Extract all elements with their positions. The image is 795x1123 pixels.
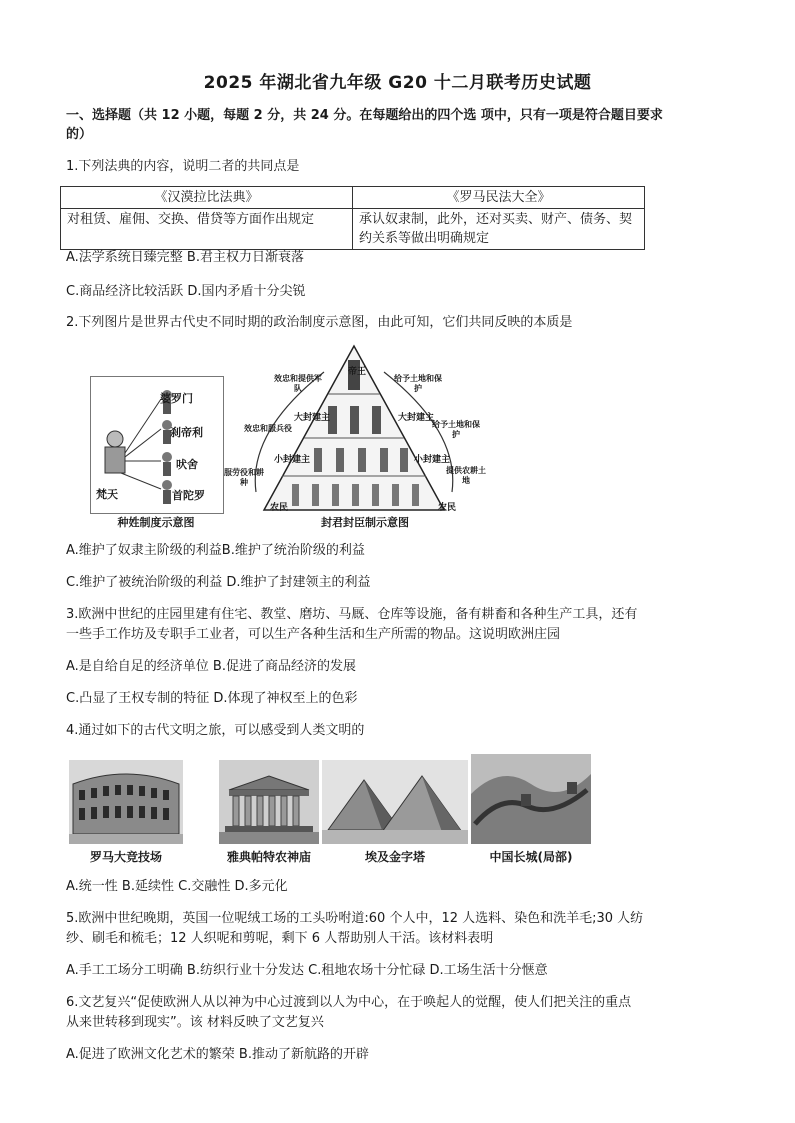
table-cell-roman: 承认奴隶制，此外，还对买卖、财产、债务、契约关系等做出明确规定 [353, 209, 645, 250]
q5-stem: 5.欧洲中世纪晚期，英国一位呢绒工场的工头吩咐道:60 个人中，12 人选料、染色和洗羊毛;30 人纺 [66, 911, 644, 926]
note-land-protection-top: 给予土地和保护 [394, 374, 442, 393]
q3-stem: 3.欧洲中世纪的庄园里建有住宅、教堂、磨坊、马厩、仓库等设施，备有耕畜和各种生产工具，还有 [66, 607, 638, 622]
q4-stem: 4.通过如下的古代文明之旅，可以感受到人类文明的 [66, 723, 365, 738]
q6-stem: 6.文艺复兴“促使欧洲人从以神为中心过渡到以人为中心，在于唤起人的觉醒，使人们把关注的重点 [66, 995, 632, 1010]
q1-options-cd: C.商品经济比较活跃 D.国内矛盾十分尖锐 [66, 284, 306, 299]
note-provide-land: 提供农耕土地 [446, 466, 486, 485]
page-title: 2025 年湖北省九年级 G20 十二月联考历史试题 [203, 73, 592, 93]
q3-options-ab: A.是自给自足的经济单位 B.促进了商品经济的发展 [66, 659, 356, 674]
photo-parthenon [219, 760, 319, 844]
photo-great-wall [471, 754, 591, 844]
q2-stem: 2.下列图片是世界古代史不同时期的政治制度示意图，由此可知，它们共同反映的本质是 [66, 315, 573, 330]
section-heading: 一、选择题（共 12 小题，每题 2 分，共 24 分。在每题给出的四个选 项中，只有一项是符合题目要求 [66, 108, 663, 123]
photo-pyramids [322, 760, 468, 844]
q2-options-ab: A.维护了奴隶主阶级的利益B.维护了统治阶级的利益 [66, 543, 365, 558]
rank-small-lord-right: 小封建主 [413, 455, 450, 465]
caste-caption: 种姓制度示意图 [117, 516, 195, 529]
parthenon-image [219, 760, 319, 844]
rank-great-lord-right: 大封建主 [397, 413, 434, 423]
q2-options-cd: C.维护了被统治阶级的利益 D.维护了封建领主的利益 [66, 575, 371, 590]
rank-great-lord-left: 大封建主 [293, 413, 330, 423]
section-heading-cont: 的） [66, 127, 93, 142]
q4-options: A.统一性 B.延续性 C.交融性 D.多元化 [66, 879, 288, 894]
note-loyalty-service: 效忠和服兵役 [244, 424, 292, 433]
note-land-protection-mid: 给予土地和保护 [432, 420, 480, 439]
q1-stem: 1.下列法典的内容，说明二者的共同点是 [66, 159, 300, 174]
photo-colosseum [69, 760, 183, 844]
caption-parthenon: 雅典帕特农神庙 [226, 850, 311, 864]
great-wall-image [471, 754, 591, 844]
rank-small-lord-left: 小封建主 [273, 455, 310, 465]
q1-options-ab: A.法学系统日臻完整 B.君主权力日渐衰落 [66, 250, 304, 265]
rank-peasant-right: 农民 [437, 503, 456, 513]
caption-great-wall: 中国长城(局部) [489, 850, 573, 864]
q6-stem-cont: 从来世转移到现实”。该 材料反映了文艺复兴 [66, 1015, 324, 1030]
caste-label-shudra: 首陀罗 [172, 489, 205, 502]
q5-stem-cont: 纱、刷毛和梳毛；12 人织呢和剪呢，剩下 6 人帮助别人干活。该材料表明 [66, 931, 494, 946]
q3-options-cd: C.凸显了王权专制的特征 D.体现了神权至上的色彩 [66, 691, 358, 706]
note-labor-farming: 服劳役和耕种 [224, 468, 264, 487]
rank-emperor: 帝王 [347, 367, 366, 377]
feudal-caption: 封君封臣制示意图 [321, 516, 409, 529]
q1-law-table [60, 186, 645, 250]
caste-label-kshatriya: 刹帝利 [170, 426, 203, 439]
colosseum-image [69, 760, 183, 844]
q5-options: A.手工工场分工明确 B.纺织行业十分发达 C.租地农场十分忙碌 D.工场生活十分惬意 [66, 963, 548, 978]
q3-stem-cont: 一些手工作坊及专职手工业者，可以生产各种生活和生产所需的物品。这说明欧洲庄园 [66, 627, 561, 642]
note-loyalty-army: 效忠和提供军队 [274, 374, 322, 393]
rank-peasant-left: 农民 [269, 503, 288, 513]
table-header-roman: 《罗马民法大全》 [353, 187, 645, 209]
caption-pyramids: 埃及金字塔 [364, 850, 425, 864]
caste-label-vaishya: 吠舍 [176, 458, 198, 471]
table-cell-hammurabi: 对租赁、雇佣、交换、借贷等方面作出规定 [61, 209, 353, 250]
table-header-hammurabi: 《汉漠拉比法典》 [61, 187, 353, 209]
caste-label-brahma: 梵天 [96, 488, 118, 501]
q6-options-ab: A.促进了欧洲文化艺术的繁荣 B.推动了新航路的开辟 [66, 1047, 369, 1062]
pyramids-image [322, 760, 468, 844]
caste-label-brahmin: 婆罗门 [160, 392, 193, 405]
caption-colosseum: 罗马大竞技场 [89, 850, 162, 864]
